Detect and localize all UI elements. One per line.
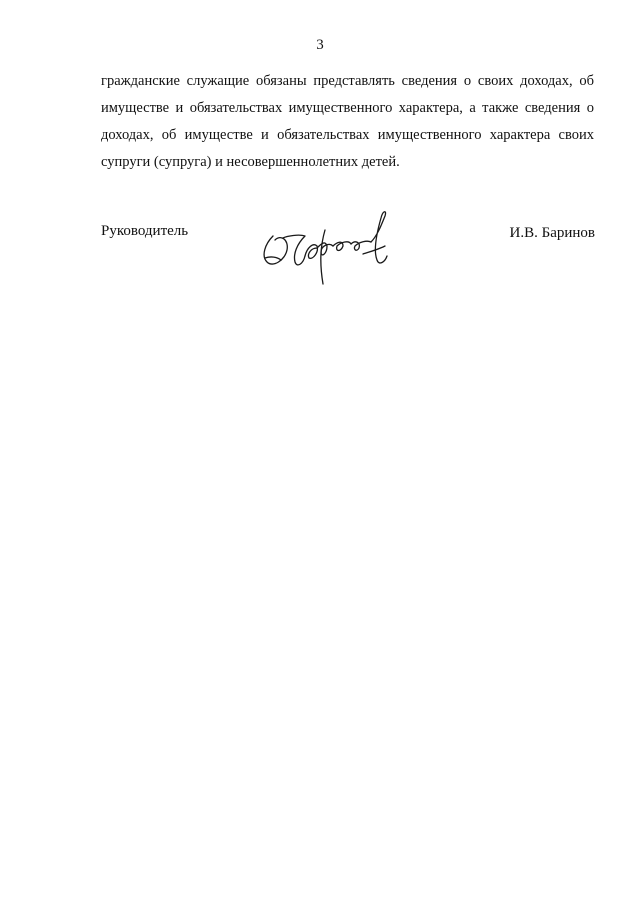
signer-name: И.В. Баринов: [509, 225, 595, 241]
signature-block: [101, 200, 595, 290]
body-line: имуществе и обязательствах имущественного характера, а также сведения о: [101, 100, 594, 116]
page-number: 3: [316, 37, 324, 53]
body-line: доходах, об имуществе и обязательствах имущественного характера своих: [101, 127, 594, 143]
handwritten-signature: [259, 200, 399, 288]
body-line: гражданские служащие обязаны представлять сведения о своих доходах, об: [101, 73, 594, 89]
body-line: супруги (супруга) и несовершеннолетних детей.: [101, 154, 400, 170]
body-paragraph: [101, 68, 594, 176]
signer-title: Руководитель: [101, 223, 189, 239]
